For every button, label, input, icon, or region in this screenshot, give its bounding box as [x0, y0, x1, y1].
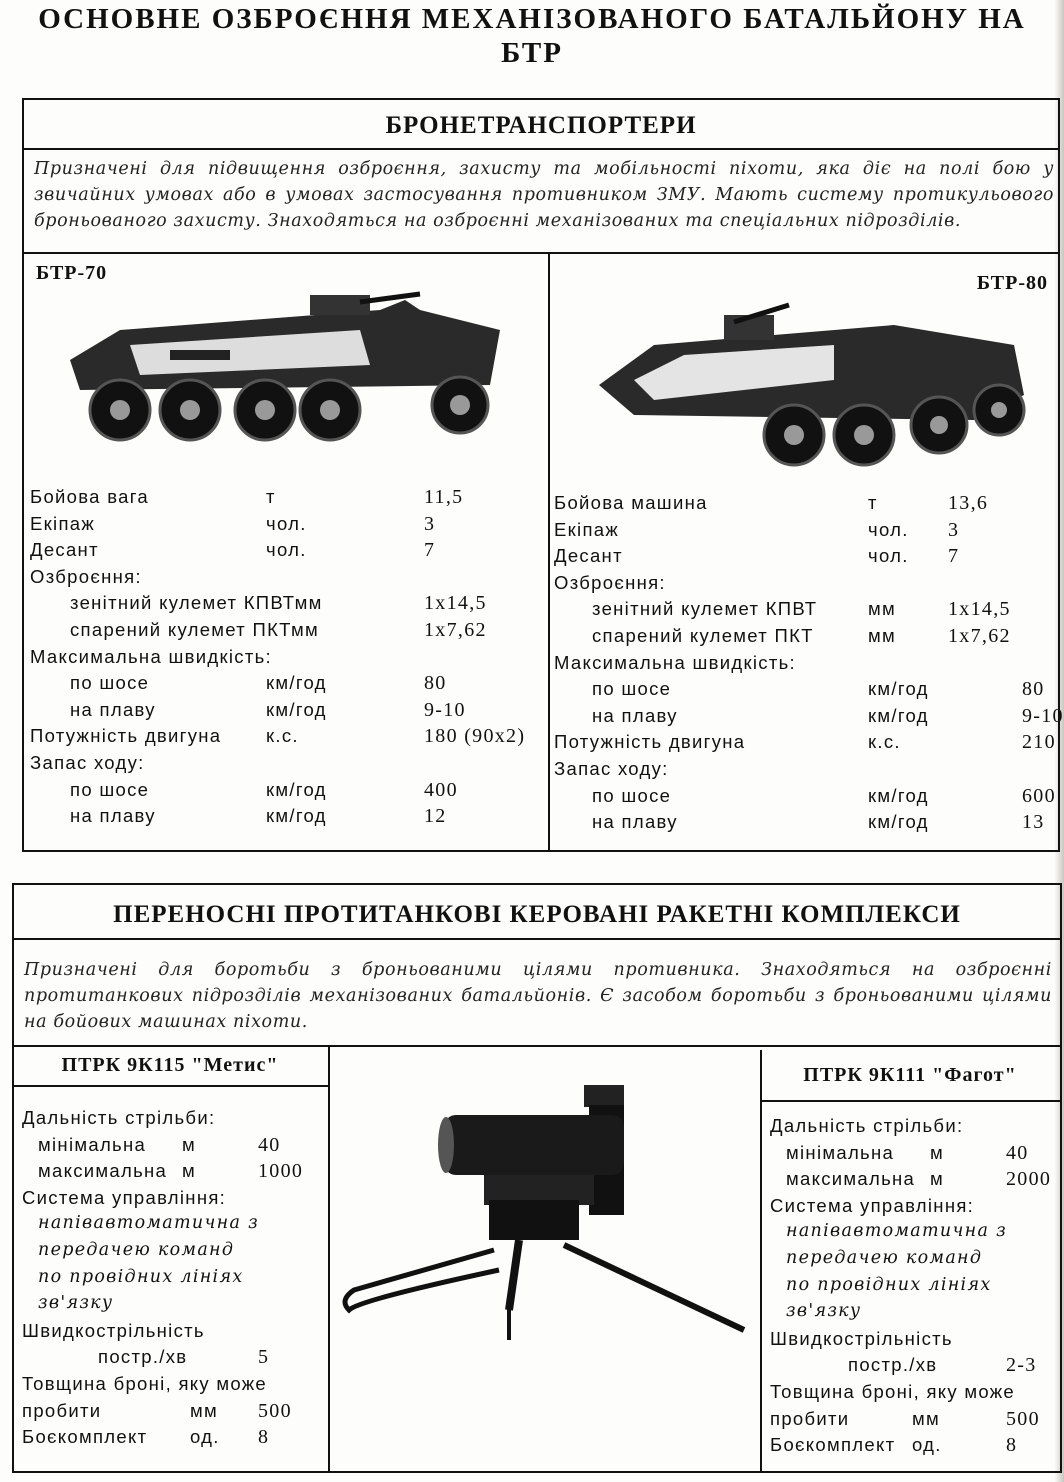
spec-label: Екіпаж — [554, 518, 620, 540]
spec-row — [552, 598, 1052, 625]
spec-unit: мм — [912, 1407, 941, 1429]
btr80-specs — [552, 492, 1064, 838]
spec-value: 80 — [424, 672, 447, 695]
spec-unit: км/год — [266, 698, 327, 720]
spec-row — [552, 731, 1056, 758]
spec-label: максимальна — [38, 1160, 168, 1182]
atgm-name-fagot: ПТРК 9К111 "Фагот" — [760, 1050, 1060, 1102]
spec-value: 40 — [258, 1133, 281, 1156]
spec-label: по шосе — [592, 784, 672, 806]
spec-label: на плаву — [70, 698, 156, 720]
spec-label: по шосе — [70, 672, 150, 694]
spec-row — [28, 619, 538, 646]
spec-row — [14, 1400, 326, 1427]
spec-label: спарений кулемет ПКТ — [592, 624, 814, 646]
spec-label: Десант — [30, 539, 99, 561]
spec-label: зенітний кулемет КПВТ — [592, 598, 818, 620]
spec-value: 2000 — [1006, 1168, 1052, 1191]
spec-value: 8 — [1006, 1434, 1018, 1457]
spec-row — [762, 1221, 1058, 1248]
vehicle-name-btr70: БТР-70 — [36, 262, 108, 284]
spec-unit: к.с. — [266, 725, 299, 747]
spec-row — [762, 1408, 1058, 1435]
spec-row — [762, 1301, 1058, 1328]
metis-specs — [14, 1107, 326, 1453]
spec-row — [28, 805, 538, 832]
spec-value: 1000 — [258, 1160, 304, 1183]
spec-value: 8 — [258, 1426, 270, 1449]
spec-row — [14, 1293, 326, 1320]
btr80-drawing — [594, 300, 1034, 475]
spec-label: мінімальна — [38, 1133, 147, 1155]
divider — [14, 938, 1060, 940]
spec-value: 7 — [424, 539, 436, 562]
spec-label: Бойова машина — [554, 492, 708, 513]
fagot-specs — [762, 1115, 1058, 1461]
spec-row — [762, 1354, 1058, 1381]
spec-row — [552, 704, 1064, 732]
spec-row — [28, 539, 538, 566]
spec-label: Дальність стрільби: — [22, 1107, 216, 1128]
spec-value: 3 — [948, 518, 960, 541]
btr70-drawing — [60, 290, 510, 460]
spec-unit: м — [930, 1141, 945, 1163]
spec-value: 11,5 — [424, 486, 464, 508]
spec-row — [762, 1275, 1058, 1302]
spec-row — [762, 1434, 1058, 1461]
spec-row — [28, 592, 538, 619]
spec-label: Система управління: — [770, 1194, 975, 1216]
spec-unit: м — [182, 1133, 197, 1155]
spec-row — [762, 1328, 1058, 1355]
spec-label: Максимальна швидкість: — [30, 645, 272, 667]
spec-unit: од. — [190, 1426, 220, 1448]
spec-value: 7 — [948, 545, 960, 568]
spec-row — [28, 779, 538, 806]
spec-label: зв'язку — [38, 1293, 114, 1314]
spec-unit: км/год — [868, 811, 929, 833]
spec-row — [28, 513, 538, 540]
spec-row — [14, 1346, 326, 1373]
atgm-section-header: ПЕРЕНОСНІ ПРОТИТАНКОВІ КЕРОВАНІ РАКЕТНІ КОМПЛЕКСИ — [113, 901, 961, 928]
atgm-section — [12, 883, 1062, 1473]
spec-label: Бойова вага — [30, 486, 149, 507]
spec-label: Боєкомплект — [22, 1426, 148, 1448]
spec-label: Потужність двигуна — [554, 731, 746, 753]
spec-value: 1x14,5 — [948, 598, 1011, 621]
spec-unit: мм — [868, 598, 897, 620]
spec-row — [14, 1134, 326, 1161]
spec-label: мінімальна — [786, 1141, 895, 1163]
spec-row — [552, 811, 1052, 838]
spec-value: 180 (90х2) — [424, 725, 526, 748]
spec-value: 40 — [1006, 1141, 1029, 1164]
page-title: ОСНОВНЕ ОЗБРОЄННЯ МЕХАНІЗОВАНОГО БАТАЛЬЙОНУ НА — [38, 3, 1026, 35]
spec-row — [14, 1213, 326, 1240]
spec-value: 1x7,62 — [948, 624, 1011, 647]
spec-label: Озброєння: — [30, 565, 142, 587]
spec-row — [28, 699, 538, 726]
spec-row — [552, 652, 1052, 679]
divider — [24, 148, 1058, 150]
spec-row — [762, 1381, 1058, 1408]
page-title-line2: БТР — [501, 37, 563, 69]
spec-value: 600 — [1022, 784, 1056, 807]
spec-value: 210 — [1022, 731, 1056, 754]
spec-row — [28, 725, 538, 752]
spec-row — [14, 1160, 326, 1187]
spec-unit: чол. — [266, 512, 307, 534]
spec-label: Екіпаж — [30, 512, 96, 534]
spec-label: пробити — [770, 1407, 850, 1429]
spec-unit: т — [266, 486, 276, 507]
spec-unit: м — [182, 1160, 197, 1182]
spec-row — [762, 1195, 1058, 1222]
spec-label: Швидкострільність — [770, 1327, 953, 1349]
spec-row — [28, 486, 538, 513]
spec-row — [14, 1426, 326, 1453]
spec-label: Запас ходу: — [30, 751, 145, 773]
spec-unit: км/год — [868, 784, 929, 806]
spec-row — [552, 625, 1052, 652]
spec-unit: чол. — [266, 539, 307, 561]
spec-row — [552, 572, 1052, 599]
spec-row — [552, 492, 1052, 519]
spec-label: пробити — [22, 1399, 102, 1421]
spec-row — [28, 752, 538, 779]
spec-value: 500 — [1006, 1407, 1040, 1430]
spec-unit: км/год — [266, 805, 327, 827]
spec-row — [14, 1240, 326, 1267]
spec-label: на плаву — [592, 704, 678, 726]
spec-label: Система управління: — [22, 1186, 227, 1208]
spec-value: 9-10 — [424, 698, 466, 721]
spec-label: Товщина броні, яку може — [770, 1380, 1016, 1402]
spec-label: передачею команд — [786, 1247, 983, 1268]
spec-label: передачею команд — [38, 1239, 235, 1260]
spec-label: по провідних лініях — [786, 1274, 992, 1295]
spec-row — [14, 1320, 326, 1347]
spec-label: Запас ходу: — [554, 757, 669, 779]
spec-unit: км/год — [868, 678, 929, 700]
spec-unit: км/год — [266, 778, 327, 800]
spec-unit: мм — [190, 1399, 219, 1421]
spec-value: 500 — [258, 1399, 292, 1422]
spec-row — [552, 519, 1052, 546]
spec-label: Дальність стрільби: — [770, 1115, 964, 1136]
spec-unit: постр./хв — [98, 1346, 188, 1368]
atgm-description: Призначені для боротьби з броньованими цілями противника. Знаходяться на озброєнні протитанкових підрозділів механізованих батальйонів. Є засобом боротьби з броньованими цілями на бойових машинах піхоти. — [24, 960, 1052, 1032]
spec-label: по шосе — [70, 778, 150, 800]
spec-label: Товщина броні, яку може — [22, 1372, 268, 1394]
spec-unit: мм — [868, 624, 897, 646]
spec-row — [14, 1107, 326, 1134]
divider — [24, 252, 1058, 254]
spec-row — [28, 646, 538, 673]
spec-value: 3 — [424, 512, 436, 535]
vehicle-name-btr80: БТР-80 — [976, 272, 1048, 294]
apc-section-header: БРОНЕТРАНСПОРТЕРИ — [385, 112, 697, 139]
spec-row — [552, 678, 1052, 705]
spec-row — [762, 1248, 1058, 1275]
spec-value: 400 — [424, 778, 458, 801]
spec-value: 12 — [424, 805, 447, 828]
spec-unit: м — [930, 1168, 945, 1190]
apc-description: Призначені для підвищення озброєння, захисту та мобільності піхоти, яка діє на полі бою у звичайних умовах або в умовах застосування противником ЗМУ. Мають систему протикульового броньованого захисту. Знаходяться на озброєнні механізованих та спеціальних підрозділів. — [34, 159, 1054, 231]
spec-label: Десант — [554, 545, 623, 567]
spec-value: 13 — [1022, 811, 1045, 834]
spec-value: 9-10 — [1022, 704, 1064, 727]
atgm-name-metis: ПТРК 9К115 "Метис" — [12, 1045, 330, 1087]
spec-label: Озброєння: — [554, 571, 666, 593]
spec-label: зенітний кулемет КПВТмм — [70, 592, 323, 614]
spec-unit: км/год — [266, 672, 327, 694]
spec-value: 13,6 — [948, 492, 989, 514]
spec-label: напівавтоматична з — [38, 1213, 259, 1234]
spec-value: 2-3 — [1006, 1354, 1037, 1377]
spec-row — [14, 1267, 326, 1294]
spec-unit: чол. — [868, 518, 909, 540]
apc-section — [22, 98, 1064, 852]
spec-row — [552, 784, 1056, 812]
spec-value: 1x7,62 — [424, 618, 487, 641]
spec-unit: од. — [912, 1434, 942, 1456]
spec-label: Швидкострільність — [22, 1319, 205, 1341]
spec-label: Боєкомплект — [770, 1434, 896, 1456]
spec-value: 5 — [258, 1346, 270, 1369]
spec-label: по провідних лініях — [38, 1266, 244, 1287]
spec-label: зв'язку — [786, 1301, 862, 1322]
spec-row — [762, 1168, 1058, 1195]
spec-label: на плаву — [592, 811, 678, 833]
spec-label: Максимальна швидкість: — [554, 651, 796, 673]
spec-unit: т — [868, 492, 878, 513]
column-divider — [328, 1045, 330, 1471]
spec-row — [28, 566, 538, 593]
spec-label: на плаву — [70, 805, 156, 827]
spec-value: 1x14,5 — [424, 592, 487, 615]
spec-label: по шосе — [592, 678, 672, 700]
column-divider — [548, 252, 550, 850]
spec-unit: чол. — [868, 545, 909, 567]
spec-row — [14, 1373, 326, 1400]
atgm-launcher-drawing — [334, 1080, 754, 1410]
spec-row — [552, 545, 1052, 572]
btr70-specs — [28, 486, 538, 832]
spec-label: Потужність двигуна — [30, 725, 222, 747]
spec-unit: постр./хв — [848, 1354, 938, 1376]
spec-label: спарений кулемет ПКТмм — [70, 618, 319, 640]
spec-unit: км/год — [868, 704, 929, 726]
spec-unit: к.с. — [868, 731, 901, 753]
spec-label: максимальна — [786, 1168, 916, 1190]
spec-row — [552, 758, 1052, 785]
spec-row — [762, 1142, 1058, 1169]
spec-row — [14, 1187, 326, 1214]
spec-row — [28, 672, 538, 699]
spec-row — [762, 1115, 1058, 1142]
spec-label: напівавтоматична з — [786, 1221, 1007, 1242]
spec-value: 80 — [1022, 678, 1045, 701]
